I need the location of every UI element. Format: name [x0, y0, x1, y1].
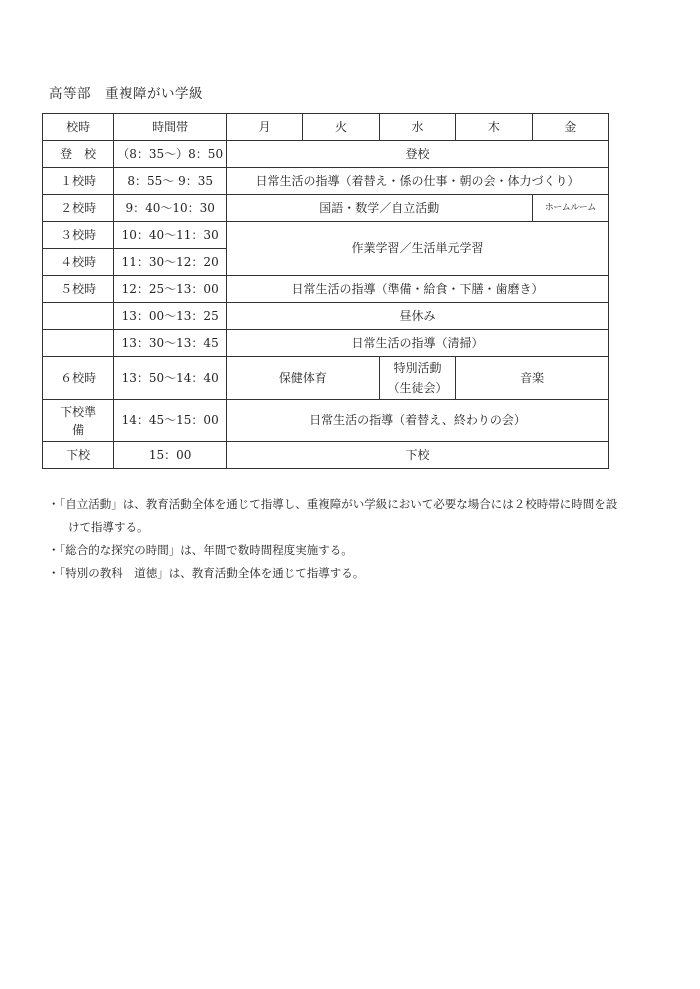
note-text-cont: けて指導する。 — [68, 520, 149, 534]
special-activity-label: 特別活動 — [393, 361, 442, 375]
period-cell: ６校時 — [43, 357, 114, 400]
activity-cell-pe: 保健体育 — [226, 357, 379, 400]
timetable — [42, 113, 609, 469]
note-text: ・「自立活動」は、教育活動全体を通じて指導し、重複障がい学級において必要な場合には２校時帯に時間を設 — [48, 497, 618, 511]
activity-cell: 日常生活の指導（清掃） — [226, 330, 608, 357]
time-cell: 11：30～12：20 — [114, 249, 227, 276]
period-label: 下校準 — [60, 404, 97, 419]
time-cell: 10：40～11：30 — [114, 222, 227, 249]
table-row — [43, 400, 609, 442]
header-day-mon: 月 — [226, 114, 302, 141]
notes-section — [48, 493, 668, 585]
table-row — [43, 330, 609, 357]
table-row — [43, 276, 609, 303]
page-title: 高等部 重複障がい学級 — [49, 86, 203, 102]
header-day-wed: 水 — [379, 114, 455, 141]
period-label-cont: 備 — [72, 422, 85, 437]
period-cell: 登 校 — [43, 141, 114, 168]
header-row — [43, 114, 609, 141]
special-activity-sublabel: （生徒会） — [387, 381, 448, 395]
note-item: ・「特別の教科 道徳」は、教育活動全体を通じて指導する。 — [48, 566, 365, 580]
header-period: 校時 — [43, 114, 114, 141]
header-time: 時間帯 — [114, 114, 227, 141]
header-day-thu: 木 — [456, 114, 532, 141]
activity-cell: 登校 — [226, 141, 608, 168]
activity-cell: 昼休み — [226, 303, 608, 330]
time-cell: 14：45～15：00 — [114, 400, 227, 442]
table-row — [43, 195, 609, 222]
time-cell: 13：30～13：45 — [114, 330, 227, 357]
activity-cell: 作業学習／生活単元学習 — [226, 222, 608, 276]
note-item — [48, 493, 668, 539]
period-cell — [43, 330, 114, 357]
time-cell: （8：35～）8：50 — [114, 141, 227, 168]
header-day-tue: 火 — [303, 114, 379, 141]
table-row — [43, 442, 609, 469]
activity-cell: 国語・数学／自立活動 — [226, 195, 532, 222]
period-cell — [43, 303, 114, 330]
table-row — [43, 303, 609, 330]
period-cell: １校時 — [43, 168, 114, 195]
table-row — [43, 357, 609, 400]
period-cell: ３校時 — [43, 222, 114, 249]
table-row — [43, 222, 609, 249]
activity-cell: 下校 — [226, 442, 608, 469]
homeroom-cell: ホームルーム — [532, 195, 608, 222]
period-cell: 下校 — [43, 442, 114, 469]
activity-cell-music: 音楽 — [456, 357, 609, 400]
time-cell: 12：25～13：00 — [114, 276, 227, 303]
note-item: ・「総合的な探究の時間」は、年間で数時間程度実施する。 — [48, 543, 353, 557]
time-cell: 15：00 — [114, 442, 227, 469]
activity-cell-special — [379, 357, 455, 400]
activity-cell: 日常生活の指導（準備・給食・下膳・歯磨き） — [226, 276, 608, 303]
header-day-fri: 金 — [532, 114, 608, 141]
table-row — [43, 168, 609, 195]
time-cell: 8：55～ 9：35 — [114, 168, 227, 195]
activity-cell: 日常生活の指導（着替え、終わりの会） — [226, 400, 608, 442]
period-cell: ４校時 — [43, 249, 114, 276]
activity-cell: 日常生活の指導（着替え・係の仕事・朝の会・体力づくり） — [226, 168, 608, 195]
period-cell: ５校時 — [43, 276, 114, 303]
table-row — [43, 141, 609, 168]
period-cell: ２校時 — [43, 195, 114, 222]
time-cell: 13：00～13：25 — [114, 303, 227, 330]
time-cell: 13：50～14：40 — [114, 357, 227, 400]
time-cell: 9：40～10：30 — [114, 195, 227, 222]
period-cell — [43, 400, 114, 442]
